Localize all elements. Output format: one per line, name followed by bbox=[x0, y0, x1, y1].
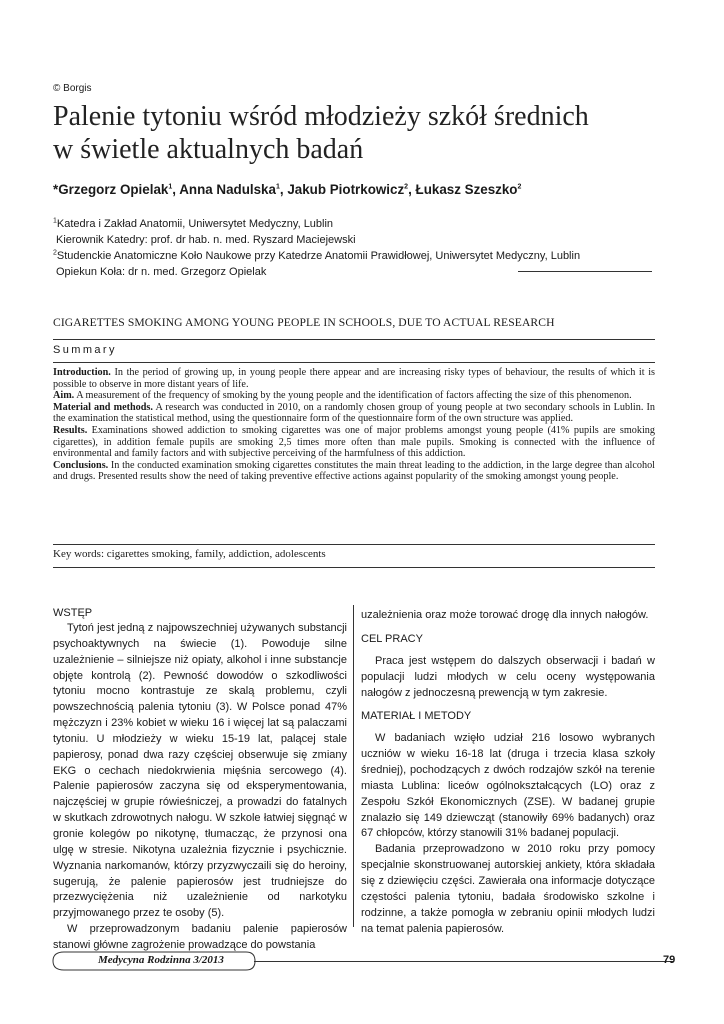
paragraph: Praca jest wstępem do dalszych obserwacji i badań w populacji ludzi młodych w celu oceny występowania nałogów z jednoczesną prewencją w tym zakresie. bbox=[361, 654, 655, 699]
section-heading-cel-pracy: CEL PRACY bbox=[361, 632, 423, 645]
abstract-conclusions bbox=[53, 460, 655, 483]
abstract-text: A measurement of the frequency of smoking by the young people and the identification of factors affecting the size of this phenomenon. bbox=[74, 390, 632, 402]
paragraph: W badaniach wzięło udział 216 losowo wybranych uczniów w wieku 16-18 lat (druga i trzecia klasa szkoły średniej), pochodzących z dwóch rodzajów szkół na terenie miasta Lublina: liceów ogólnokształcących (LO) oraz z Zespołu Szkół Ekonomicznych (ZSE). W badanej grupie znalazło się 149 dziewcząt (stanowiły 69% badanych) oraz 67 chłopców, którzy stanowili 31% badanej populacji. bbox=[361, 732, 655, 840]
author-affiliation-mark: 2 bbox=[404, 183, 409, 191]
abstract-label: Conclusions. bbox=[53, 459, 109, 471]
paragraph: W przeprowadzonym badaniu palenie papierosów stanowi główne zagrożenie prowadzące do powstania bbox=[53, 923, 347, 951]
abstract bbox=[53, 367, 655, 483]
abstract-text: In the period of growing up, in young people there appear and are increasing risky types of behaviour, the results of which it is possible to observe in more distant years of life. bbox=[53, 367, 655, 390]
abstract-label: Results. bbox=[53, 424, 88, 436]
copyright-notice: © Borgis bbox=[53, 83, 92, 94]
affiliation-2 bbox=[53, 248, 580, 264]
abstract-label: Aim. bbox=[53, 390, 75, 402]
body-column-right bbox=[361, 608, 655, 937]
abstract-results bbox=[53, 425, 655, 460]
abstract-methods bbox=[53, 402, 655, 425]
article-title bbox=[53, 100, 693, 166]
affiliations bbox=[53, 216, 580, 280]
author-affiliation-mark: 1 bbox=[275, 183, 280, 191]
author-affiliation-mark: 2 bbox=[517, 183, 522, 191]
author-name: *Grzegorz Opielak bbox=[53, 182, 169, 197]
footer-divider bbox=[254, 961, 674, 962]
author-name: Łukasz Szeszko bbox=[415, 182, 518, 197]
paragraph: Badania przeprowadzono w 2010 roku przy pomocy specjalnie skonstruowanej autorskiej ankiety, która składała się z dziewięciu części. Zawierała ona informacje dotyczące częstości palenia tytoniu, badała środowisko szkolne i rodzinne, a także pomogła w zebraniu opinii młodych ludzi na temat palenia papierosów. bbox=[361, 843, 655, 935]
affiliation-1 bbox=[53, 216, 580, 232]
author-name: Anna Nadulska bbox=[179, 182, 276, 197]
column-divider bbox=[353, 605, 354, 927]
keywords: Key words: cigarettes smoking, family, addiction, adolescents bbox=[53, 548, 326, 560]
affiliation-text: Studenckie Anatomiczne Koło Naukowe przy Katedrze Anatomii Prawidłowej, Uniwersytet Medyczny, Lublin bbox=[56, 250, 581, 262]
abstract-introduction bbox=[53, 367, 655, 390]
abstract-text: Examinations showed addiction to smoking cigarettes was one of major problems amongst young people (41% pupils are smoking cigarettes), in addition female pupils are smoking 2,5 times more often than male pupils. Smoking is connected with the influence of environmental and family factors and with subjective perceiving of the harmfulness of this addiction. bbox=[53, 424, 655, 460]
summary-divider bbox=[53, 362, 655, 363]
paragraph: Tytoń jest jedną z najpowszechniej używanych substancji psychoaktywnych na świecie (1). Powoduje silne uzależnienie – silniejsze niż opiaty, alkohol i inne substancje objęte kontrolą (2). Pewność dowodów o szkodliwości tytoniu mocno kontrastuje ze skalą problemu, czyli powszechnością palenia tytoniu (3). W Polsce ponad 47% mężczyzn i 23% kobiet w wieku 16 i więcej lat są palaczami tytoniu. U młodzieży w wieku 15-19 lat, palącej stale papierosy, ponad dwa razy częściej obserwuje się zmiany EKG o cechach niedokrwienia mięśnia sercowego (4). Palenie papierosów zaczyna się od eksperymentowania, najczęściej w grupie rówieśniczej, a prowadzi do fatalnych w skutkach zdrowotnych nałogu. W szkole łatwiej sięgnąć w gronie kolegów po nikotynę, tłumacząc, że przynosi ona ulgę w stresie. Nikotyna uzależnia fizycznie i psychicznie. Wyznania narkomanów, którzy przyzwyczaili się do heroiny, sugerują, że palenie papierosów jest trudniejsze do przezwyciężenia niż uzależnienie od narkotyku przyjmowanego przez te osoby (5). bbox=[53, 622, 347, 920]
author-name: Jakub Piotrkowicz bbox=[287, 182, 405, 197]
abstract-label: Material and methods. bbox=[53, 401, 153, 413]
summary-heading: Summary bbox=[53, 344, 117, 356]
affiliation-mark: 1 bbox=[53, 217, 57, 225]
section-heading-wstep: WSTĘP bbox=[53, 607, 93, 619]
summary-divider-top bbox=[53, 339, 655, 340]
author-list: *Grzegorz Opielak$^1$, Anna Nadulska$^1$, Jakub Piotrkowicz$^2$, Łukasz Szeszko$^2$ bbox=[53, 182, 522, 197]
keywords-divider-bottom bbox=[53, 567, 655, 568]
body-column-left bbox=[53, 605, 347, 954]
affiliation-text: Katedra i Zakład Anatomii, Uniwersytet Medyczny, Lublin bbox=[56, 218, 334, 230]
english-title: CIGARETTES SMOKING AMONG YOUNG PEOPLE IN SCHOOLS, DUE TO ACTUAL RESEARCH bbox=[53, 316, 555, 329]
keywords-divider-top bbox=[53, 544, 655, 545]
abstract-label: Introduction. bbox=[53, 367, 111, 378]
journal-name: Medycyna Rodzinna 3/2013 bbox=[98, 954, 224, 966]
affiliation-divider bbox=[518, 271, 652, 272]
affiliation-mark: 2 bbox=[53, 249, 57, 257]
author-affiliation-mark: 1 bbox=[168, 183, 173, 191]
page-number: 79 bbox=[663, 954, 676, 966]
abstract-text: In the conducted examination smoking cigarettes constitutes the main threat leading to the addiction, in the large degree than alcohol and drugs. Presented results show the need of taking preventive effective actions against popularity of the smoking amongst young people. bbox=[53, 459, 655, 483]
title-line-1: Palenie tytoniu wśród młodzieży szkół średnich bbox=[53, 101, 589, 132]
title-line-2: w świetle aktualnych badań bbox=[53, 134, 364, 165]
abstract-text: A research was conducted in 2010, on a randomly chosen group of young people at two secondary schools in Lublin. In the examination the statistical method, using the questionnaire form of the questionnaire form of the own structure was applied. bbox=[53, 401, 655, 425]
affiliation-1-head: Kierownik Katedry: prof. dr hab. n. med. Ryszard Maciejewski bbox=[56, 234, 356, 246]
paragraph-continuation: uzależnienia oraz może torować drogę dla innych nałogów. bbox=[361, 609, 649, 621]
section-heading-material-i-metody: MATERIAŁ I METODY bbox=[361, 710, 472, 723]
abstract-aim bbox=[53, 390, 655, 402]
affiliation-2-head: Opiekun Koła: dr n. med. Grzegorz Opielak bbox=[56, 266, 267, 278]
